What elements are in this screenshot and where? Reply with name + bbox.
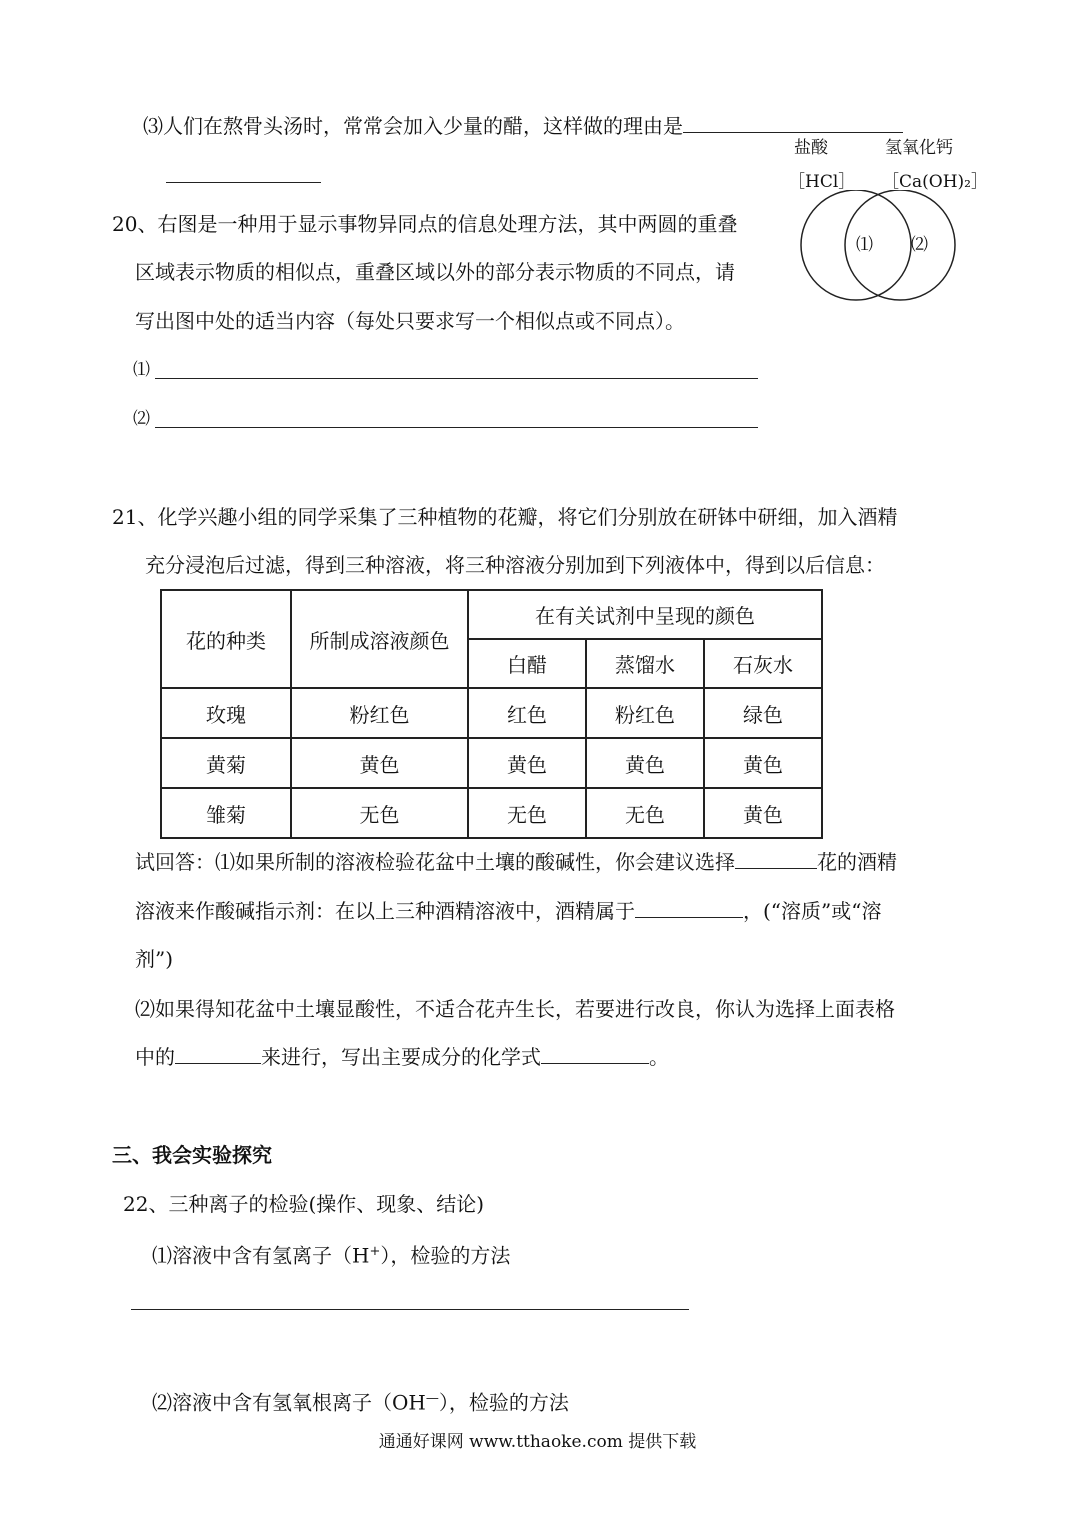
table-cell: 红色 xyxy=(468,688,586,738)
q20-line3: 写出图中处的适当内容（每处只要求写一个相似点或不同点）。 xyxy=(135,309,685,333)
table-row xyxy=(161,788,822,838)
q19-part3-line xyxy=(143,112,903,140)
q21-answer-line4: ⑵如果得知花盆中土壤显酸性，不适合花卉生长，若要进行改良，你认为选择上面表格 xyxy=(135,997,895,1021)
venn-right-name: 氢氧化钙 xyxy=(885,138,953,158)
flower-indicator-table xyxy=(160,589,823,839)
q22-part1 xyxy=(152,1238,510,1270)
q22-part2-tail: ），检验的方法 xyxy=(438,1390,569,1415)
q21-solvent-blank[interactable] xyxy=(635,897,743,918)
q21-answer-line5 xyxy=(135,1043,669,1071)
table-cell: 黄色 xyxy=(704,788,822,838)
q21-answer5-mid: 来进行，写出主要成分的化学式 xyxy=(261,1045,541,1069)
table-cell: 无色 xyxy=(291,788,468,838)
table-cell: 黄色 xyxy=(586,738,704,788)
q21-answer1-text: 试回答：⑴如果所制的溶液检验花盆中土壤的酸碱性，你会建议选择 xyxy=(135,850,735,874)
q20-line1: 20、右图是一种用于显示事物异同点的信息处理方法，其中两圆的重叠 xyxy=(112,212,738,236)
q21-answer-line3: 剂”) xyxy=(135,947,174,971)
q22-part2-text: ⑵溶液中含有氢氧根离子（OH xyxy=(152,1390,426,1415)
table-cell: 黄菊 xyxy=(161,738,291,788)
page-footer: 通通好课网 www.tthaoke.com 提供下载 xyxy=(378,1432,697,1452)
q22-part2-superscript: — xyxy=(425,1391,439,1406)
table-cell: 粉红色 xyxy=(291,688,468,738)
q22-part1-superscript: + xyxy=(369,1244,381,1259)
q21-answer-line1 xyxy=(135,848,897,876)
table-subheader: 石灰水 xyxy=(704,639,822,688)
q20-blank2-label: ⑵ xyxy=(133,409,150,429)
table-row xyxy=(161,738,822,788)
table-cell: 无色 xyxy=(586,788,704,838)
table-cell: 黄色 xyxy=(291,738,468,788)
table-header-kind: 花的种类 xyxy=(161,590,291,688)
table-cell: 绿色 xyxy=(704,688,822,738)
section3-title: 三、我会实验探究 xyxy=(112,1143,272,1167)
q21-line1: 21、化学兴趣小组的同学采集了三种植物的花瓣，将它们分别放在研钵中研细，加入酒精 xyxy=(112,505,898,529)
table-cell: 粉红色 xyxy=(586,688,704,738)
q19-part3-text: ⑶人们在熬骨头汤时，常常会加入少量的醋，这样做的理由是 xyxy=(143,114,683,138)
venn-right-label: ⑵ xyxy=(911,235,928,255)
q20-blank2-line[interactable] xyxy=(155,427,758,428)
q22-part1-text: ⑴溶液中含有氢离子（H xyxy=(152,1243,370,1268)
q21-answer-line2 xyxy=(135,897,881,925)
q21-answer1-tail: 花的酒精 xyxy=(817,850,897,874)
q22-part2 xyxy=(152,1385,569,1417)
q20-line2: 区域表示物质的相似点，重叠区域以外的部分表示物质的不同点，请 xyxy=(135,260,735,284)
q20-blank1-line[interactable] xyxy=(155,378,758,379)
q22-part1-tail: ），检验的方法 xyxy=(380,1243,511,1268)
q22-title: 22、三种离子的检验(操作、现象、结论) xyxy=(123,1192,485,1216)
table-subheader: 白醋 xyxy=(468,639,586,688)
q19-part3-answer-blank[interactable] xyxy=(683,112,903,133)
q21-formula-blank[interactable] xyxy=(541,1043,649,1064)
table-cell: 黄色 xyxy=(468,738,586,788)
table-cell: 玫瑰 xyxy=(161,688,291,738)
venn-right-formula: ［Ca(OH)₂］ xyxy=(882,172,988,192)
q21-reagent-blank[interactable] xyxy=(175,1043,261,1064)
table-cell: 黄色 xyxy=(704,738,822,788)
venn-overlap-label: ⑴ xyxy=(856,235,873,255)
q21-answer5-text: 中的 xyxy=(135,1045,175,1069)
q21-line2: 充分浸泡后过滤，得到三种溶液，将三种溶液分别加到下列液体中，得到以后信息： xyxy=(145,553,885,577)
venn-left-formula: ［HCl］ xyxy=(788,172,856,192)
table-row xyxy=(161,688,822,738)
q21-answer2-tail: ，(“溶质”或“溶 xyxy=(743,899,882,923)
table-subheader: 蒸馏水 xyxy=(586,639,704,688)
q21-flower-blank[interactable] xyxy=(735,848,817,869)
table-cell: 雏菊 xyxy=(161,788,291,838)
q22-part1-answer-line[interactable] xyxy=(131,1309,689,1310)
table-header-color: 所制成溶液颜色 xyxy=(291,590,468,688)
q20-blank1-label: ⑴ xyxy=(133,360,150,380)
q21-answer2-text: 溶液来作酸碱指示剂：在以上三种酒精溶液中，酒精属于 xyxy=(135,899,635,923)
q19-part3-answer-blank-continued[interactable] xyxy=(166,182,321,183)
table-header-group: 在有关试剂中呈现的颜色 xyxy=(468,590,822,639)
table-cell: 无色 xyxy=(468,788,586,838)
q21-answer5-end: 。 xyxy=(649,1045,669,1069)
venn-left-name: 盐酸 xyxy=(794,138,828,158)
